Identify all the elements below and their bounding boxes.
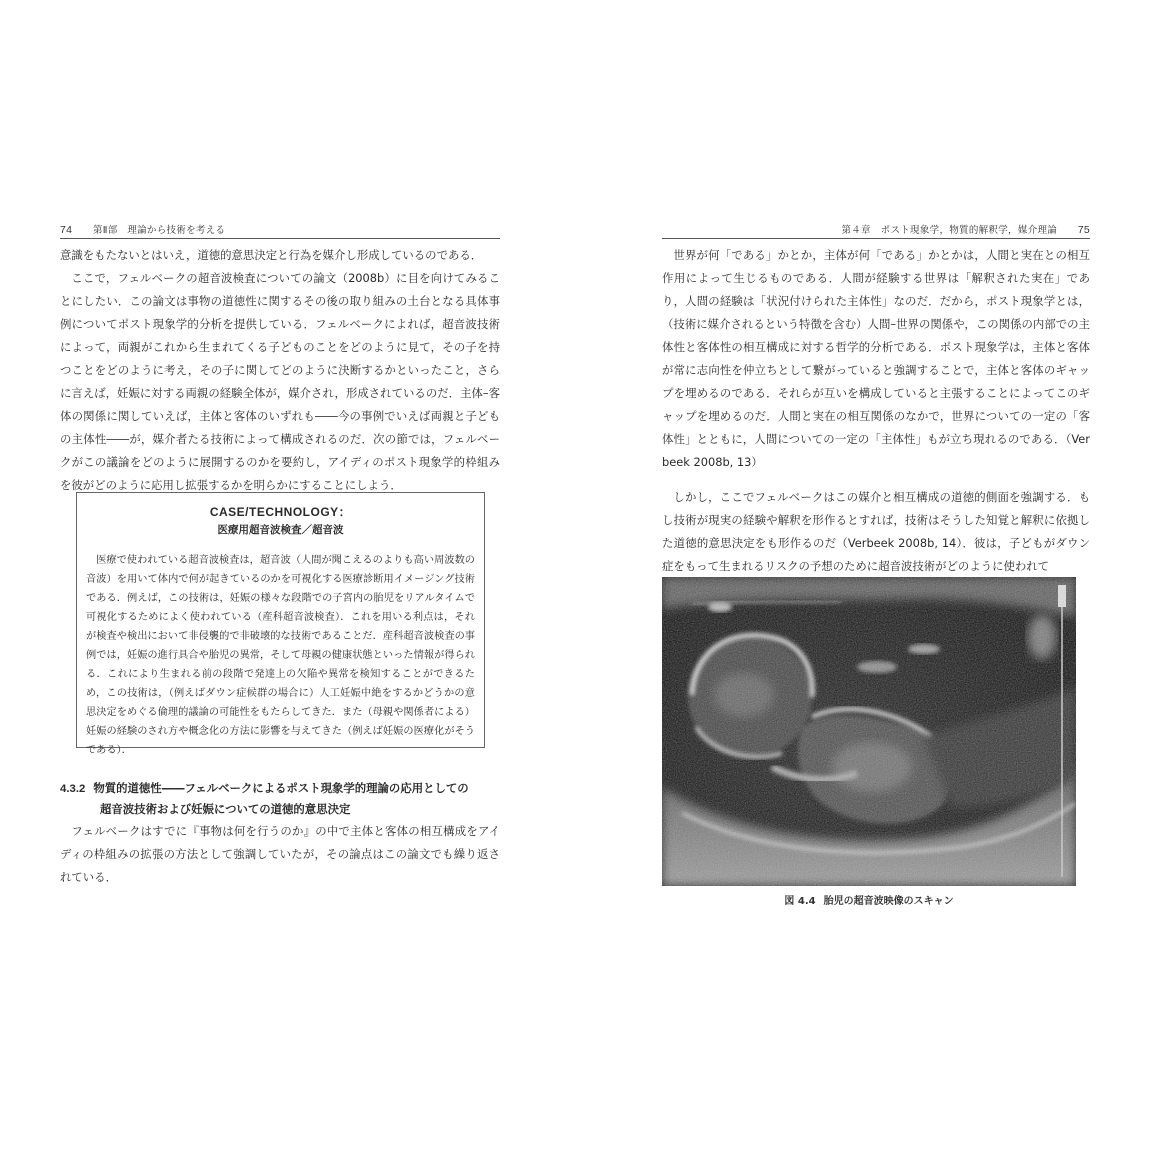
figure-caption (662, 892, 1076, 907)
section-paragraph: フェルベークはすでに『事物は何を行うのか』の中で主体と客体の相互構成をアイディの枠組みの拡張の方法として強調していたが，その論点はこの論文でも繰り返されている． (60, 824, 500, 884)
section-heading-line1: 物質的道徳性――フェルベークによるポスト現象学的理論の応用としての (93, 781, 469, 795)
right-quote-paragraph: 世界が何「である」かとか，主体が何「である」かとかは，人間と実在との相互作用によって生じるものである．人間が経験する世界は「解釈された実在」であり，人間の経験は「状況付けられた主体性」なのだ．だから，ポスト現象学とは，（技術に媒介されるという特徴を含む）人間–世界の関係や，この関係の内部での主体性と客体性の相互構成に対する哲学的分析である．ポスト現象学は，主体と客体が常に志向性を仲立ちとして繋がっていると強調することで，主体と客体のギャップを埋めるのである．それらが互いを構成していると主張することによってこのギャップを埋めるのだ．人間と実在の相互関係のなかで，世界についての一定の「客体性」とともに，人間についての一定の「主体性」もが立ち現れるのである．（Verbeek 2008b, 13） (662, 248, 1090, 469)
figure-caption-text: 胎児の超音波映像のスキャン (823, 896, 954, 907)
right-page-body (662, 244, 1090, 578)
case-box-subtitle: 医療用超音波検査／超音波 (217, 524, 344, 536)
right-running-head: 第４章 ポスト現象学，物質的解釈学，媒介理論 (841, 225, 1058, 236)
case-box-title: CASE/TECHNOLOGY： (209, 505, 352, 519)
left-running-header (60, 222, 225, 236)
case-box-body: 医療で使われている超音波検査は，超音波（人間が聞こえるのよりも高い周波数の音波）を用いて体内で何が起きているのかを可視化する医療診断用イメージング技術である．例えば，この技術は，妊娠の様々な段階での子宮内の胎児をリアルタイムで可視化するためによく使われている（産科超音波検査）．これを用いる利点は，それが検査や検出において非侵襲的で非破壊的な技術であることだ．産科超音波検査の事例では，妊娠の進行具合や胎児の異常，そして母親の健康状態といった情報が得られる．これにより生まれる前の段階で発達上の欠陥や異常を検知することができるため，この技術は，（例えばダウン症候群の場合に）人工妊娠中絶をするかどうかの意思決定をめぐる倫理的議論の可能性をもたらしてきた．また（母親や関係者による）妊娠の経験のされ方や概念化の方法に影響を与えてきた（例えば妊娠の医療化がそうである）． (86, 555, 475, 756)
left-page-body (60, 244, 500, 497)
figure-number: 図 4.4 (784, 896, 816, 907)
right-running-header (841, 222, 1090, 236)
section-heading-line2: 超音波技術および妊娠についての道徳的意思決定 (100, 802, 351, 816)
case-technology-box (76, 492, 485, 756)
left-running-head: 第Ⅱ部 理論から技術を考える (92, 225, 226, 236)
section-number: 4.3.2 (60, 783, 86, 795)
ultrasound-image (662, 577, 1076, 886)
right-page-number: 75 (1077, 224, 1090, 236)
right-paragraph-2: しかし，ここでフェルベークはこの媒介と相互構成の道徳的側面を強調する．もし技術が現実の経験や解釈を形作るとすれば，技術はそうした知覚と解釈に依拠した道徳的意思決定をも形作るのだ（Verbeek 2008b, 14）．彼は，子どもがダウン症をもって生まれるリスクの予想のために超音波技術がどのように使われて (662, 490, 1090, 573)
right-header-rule (662, 238, 1090, 239)
left-header-rule (60, 238, 500, 239)
section-text (60, 820, 500, 889)
left-paragraph-2: ここで，フェルベークの超音波検査についての論文（2008b）に目を向けてみることにしたい．この論文は事物の道徳性に関するその後の取り組みの土台となる具体事例についてポスト現象学的分析を提供している．フェルベークによれば，超音波技術によって，両親がこれから生まれてくる子どものことをどのように見て，その子を持つことをどのように考え，その子に関してどのように決断するかといったこと，さらに言えば，妊娠に対する両親の経験全体が，媒介され，形成されているのだ．主体–客体の関係に関していえば，主体と客体のいずれも――今の事例でいえば両親と子どもの主体性――が，媒介者たる技術によって構成されるのだ．次の節では，フェルベークがこの議論をどのように展開するのかを要約し，アイディのポスト現象学的枠組みを彼がどのように応用し拡張するかを明らかにすることにしよう． (60, 271, 500, 492)
left-page-number: 74 (60, 224, 73, 236)
left-paragraph-1: 意識をもたないとはいえ，道徳的意思決定と行為を媒介し形成しているのである． (60, 248, 483, 262)
section-heading (60, 778, 500, 819)
ultrasound-scan-drawing (662, 577, 1076, 886)
